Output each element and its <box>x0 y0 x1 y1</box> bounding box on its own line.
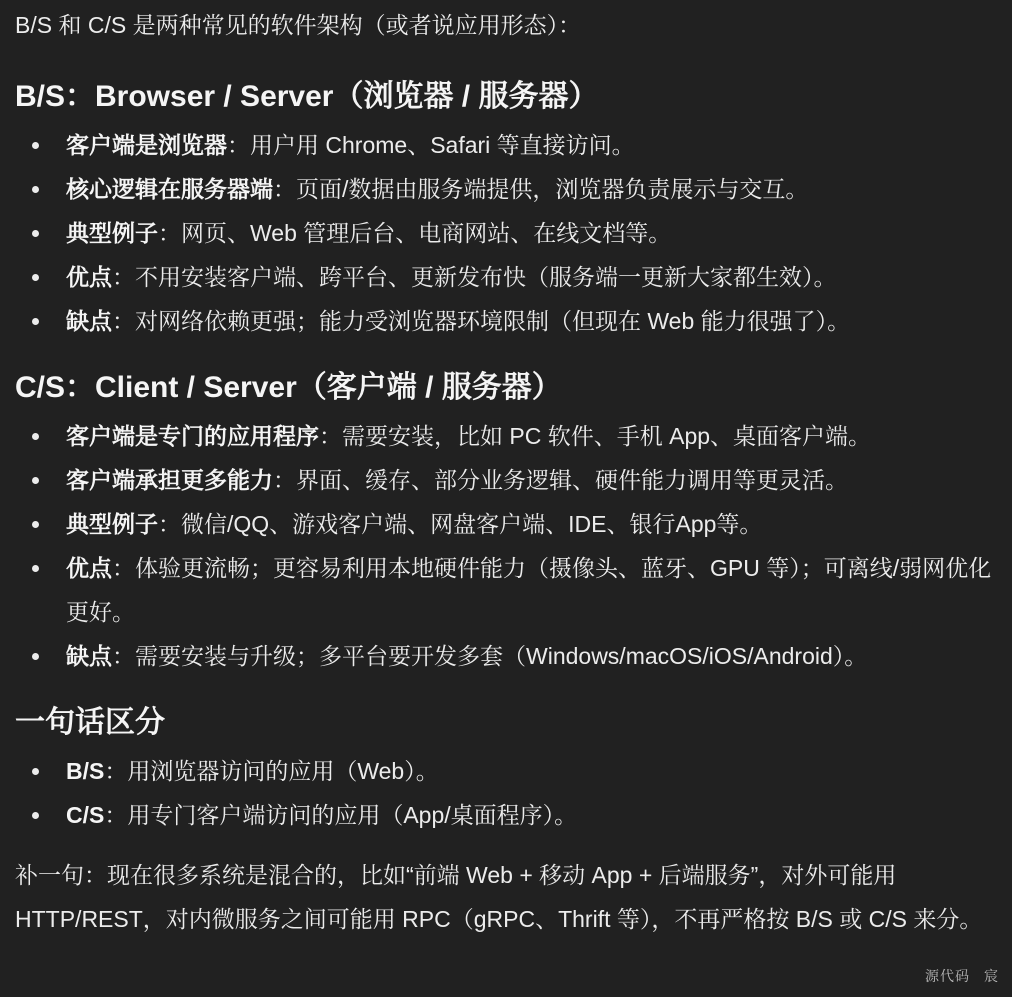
list-item <box>15 255 1010 299</box>
bullet-dot-icon <box>32 230 39 237</box>
section-heading-summary: 一句话区分 <box>15 706 165 739</box>
list-item <box>15 546 1010 634</box>
section-list-bs <box>15 123 1010 343</box>
item-text: ：需要安装与升级；多平台要开发多套（Windows/macOS/iOS/Android）。 <box>112 643 868 669</box>
message-content <box>15 0 1010 941</box>
item-text: ：网页、Web 管理后台、电商网站、在线文档等。 <box>158 220 672 246</box>
item-bold-label: 优点 <box>66 264 112 290</box>
bullet-dot-icon <box>32 477 39 484</box>
item-text: ：需要安装，比如 PC 软件、手机 App、桌面客户端。 <box>319 423 872 449</box>
section-heading-bs: B/S：Browser / Server（浏览器 / 服务器） <box>15 80 599 113</box>
item-text: ：用户用 Chrome、Safari 等直接访问。 <box>227 132 635 158</box>
supplement-paragraph: 补一句：现在很多系统是混合的，比如“前端 Web + 移动 App + 后端服务”，对外可能用 HTTP/REST，对内微服务之间可能用 RPC（gRPC、Thrift 等），不再严格按 B/S 或 C/S 来分。 <box>15 862 983 932</box>
item-bold-label: 缺点 <box>66 643 112 669</box>
bullet-dot-icon <box>32 142 39 149</box>
bullet-dot-icon <box>32 274 39 281</box>
item-text: ：体验更流畅；更容易利用本地硬件能力（摄像头、蓝牙、GPU 等）；可离线/弱网优化更好。 <box>66 555 992 625</box>
item-text: ：对网络依赖更强；能力受浏览器环境限制（但现在 Web 能力很强了）。 <box>112 308 851 334</box>
list-item <box>15 502 1010 546</box>
list-item <box>15 458 1010 502</box>
section-list-summary <box>15 749 1010 837</box>
list-item <box>15 167 1010 211</box>
watermark-text-left: 源代码 <box>925 968 970 984</box>
item-bold-label: 客户端是浏览器 <box>66 132 227 158</box>
item-text: ：页面/数据由服务端提供，浏览器负责展示与交互。 <box>273 176 809 202</box>
list-item <box>15 299 1010 343</box>
item-bold-label: 缺点 <box>66 308 112 334</box>
item-bold-label: 核心逻辑在服务器端 <box>66 176 273 202</box>
item-bold-label: 典型例子 <box>66 511 158 537</box>
list-item <box>15 793 1010 837</box>
bullet-dot-icon <box>32 653 39 660</box>
item-text: ：用专门客户端访问的应用（App/桌面程序）。 <box>104 802 578 828</box>
bullet-dot-icon <box>32 521 39 528</box>
item-text: ：不用安装客户端、跨平台、更新发布快（服务端一更新大家都生效）。 <box>112 264 837 290</box>
bullet-dot-icon <box>32 768 39 775</box>
item-bold-label: 优点 <box>66 555 112 581</box>
item-text: ：界面、缓存、部分业务逻辑、硬件能力调用等更灵活。 <box>273 467 848 493</box>
list-item <box>15 414 1010 458</box>
intro-paragraph: B/S 和 C/S 是两种常见的软件架构（或者说应用形态）： <box>15 12 582 38</box>
section-heading-cs: C/S：Client / Server（客户端 / 服务器） <box>15 371 562 404</box>
item-bold-label: B/S <box>66 758 105 784</box>
watermark-text-right: 宸 <box>984 968 999 984</box>
item-text: ：用浏览器访问的应用（Web）。 <box>104 758 439 784</box>
item-bold-label: 客户端承担更多能力 <box>66 467 273 493</box>
item-bold-label: C/S <box>66 802 105 828</box>
list-item <box>15 211 1010 255</box>
bullet-dot-icon <box>32 186 39 193</box>
bullet-dot-icon <box>32 318 39 325</box>
bullet-dot-icon <box>32 812 39 819</box>
item-text: ：微信/QQ、游戏客户端、网盘客户端、IDE、银行App等。 <box>158 511 763 537</box>
section-list-cs <box>15 414 1010 678</box>
list-item <box>15 123 1010 167</box>
item-bold-label: 客户端是专门的应用程序 <box>66 423 319 449</box>
bullet-dot-icon <box>32 433 39 440</box>
bullet-dot-icon <box>32 565 39 572</box>
watermark <box>925 966 999 986</box>
item-bold-label: 典型例子 <box>66 220 158 246</box>
list-item <box>15 749 1010 793</box>
list-item <box>15 634 1010 678</box>
